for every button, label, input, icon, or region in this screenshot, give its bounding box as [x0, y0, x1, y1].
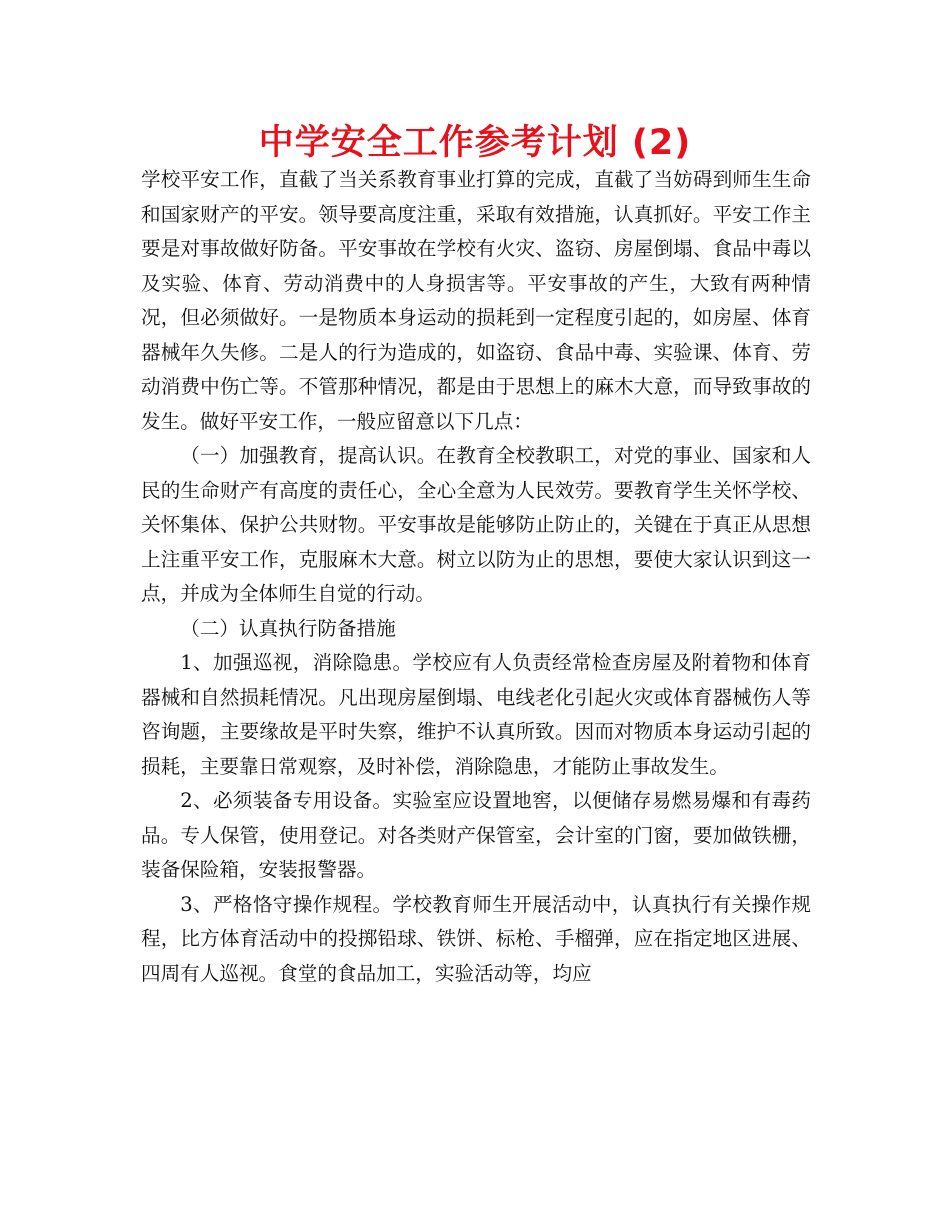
- paragraph-item-3: 3、严格恪守操作规程。学校教育师生开展活动中，认真执行有关操作规程，比方体育活动中的投掷铅球、铁饼、标枪、手榴弹，应在指定地区进展、四周有人巡视。食堂的食品加工，实验活动等，均应: [141, 892, 811, 985]
- document-body: [141, 163, 811, 991]
- paragraph-section-1: （一）加强教育，提高认识。在教育全校教职工，对党的事业、国家和人民的生命财产有高度的责任心，全心全意为人民效劳。要教育学生关怀学校、关怀集体、保护公共财物。平安事故是能够防止防止的，关键在于真正从思想上注重平安工作，克服麻木大意。树立以防为止的思想，要使大家认识到这一点，并成为全体师生自觉的行动。: [141, 444, 811, 605]
- paragraph-intro: 学校平安工作，直截了当关系教育事业打算的完成，直截了当妨碍到师生生命和国家财产的平安。领导要高度注重，采取有效措施，认真抓好。平安工作主要是对事故做好防备。平安事故在学校有火灾、盗窃、房屋倒塌、食品中毒以及实验、体育、劳动消费中的人身损害等。平安事故的产生，大致有两种情况，但必须做好。一是物质本身运动的损耗到一定程度引起的，如房屋、体育器械年久失修。二是人的行为造成的，如盗窃、食品中毒、实验课、体育、劳动消费中伤亡等。不管那种情况，都是由于思想上的麻木大意，而导致事故的发生。做好平安工作，一般应留意以下几点：: [141, 168, 811, 433]
- paragraph-item-1: 1、加强巡视，消除隐患。学校应有人负责经常检查房屋及附着物和体育器械和自然损耗情况。凡出现房屋倒塌、电线老化引起火灾或体育器械伤人等咨询题，主要缘故是平时失察，维护不认真所致。因而对物质本身运动引起的损耗，主要靠日常观察，及时补偿，消除隐患，才能防止事故发生。: [141, 651, 811, 778]
- paragraph-section-2-heading: （二）认真执行防备措施: [180, 616, 396, 640]
- paragraph-item-2: 2、必须装备专用设备。实验室应设置地窖，以便储存易燃易爆和有毒药品。专人保管，使用登记。对各类财产保管室，会计室的门窗，要加做铁栅，装备保险箱，安装报警器。: [141, 789, 811, 881]
- document-title: 中学安全工作参考计划 (2): [258, 123, 692, 163]
